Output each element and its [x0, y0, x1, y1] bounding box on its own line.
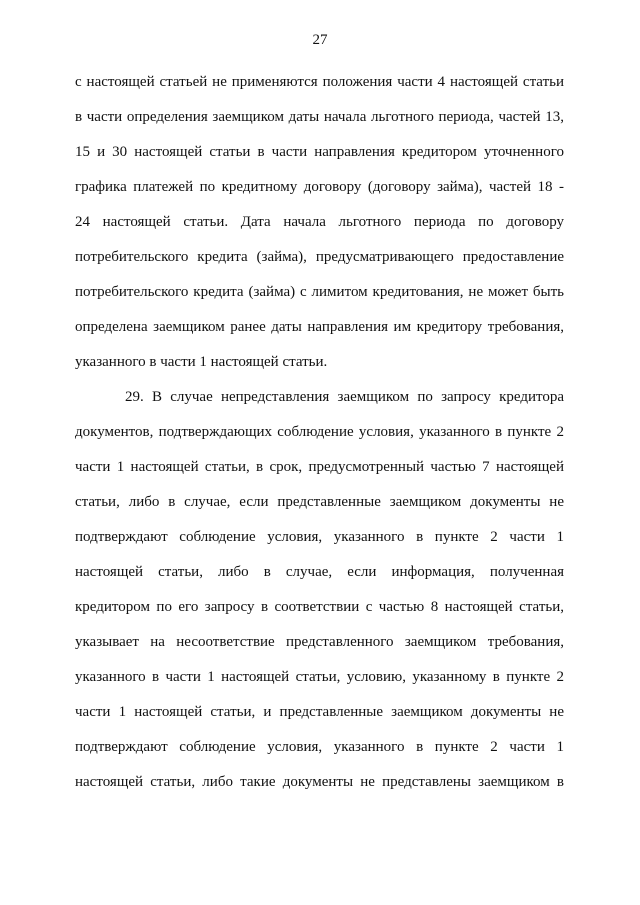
text-line: 24 настоящей статьи. Дата начала льготного периода по договору [75, 214, 564, 230]
text-line: указанного в части 1 настоящей статьи. [75, 354, 328, 370]
text-line: части 1 настоящей статьи, и представленные заемщиком документы не [75, 704, 564, 720]
text-line: подтверждают соблюдение условия, указанного в пункте 2 части 1 [75, 529, 564, 545]
text-line: с настоящей статьей не применяются положения части 4 настоящей статьи [75, 74, 564, 90]
text-line: 15 и 30 настоящей статьи в части направления кредитором уточненного [75, 144, 564, 160]
text-line: в части определения заемщиком даты начала льготного периода, частей 13, [75, 109, 564, 125]
text-line: кредитором по его запросу в соответствии с частью 8 настоящей статьи, [75, 599, 564, 615]
text-line: указанного в части 1 настоящей статьи, условию, указанному в пункте 2 [75, 669, 564, 685]
text-line: графика платежей по кредитному договору (договору займа), частей 18 - [75, 179, 564, 195]
text-line: определена заемщиком ранее даты направления им кредитору требования, [75, 319, 564, 335]
text-line: настоящей статьи, либо такие документы не представлены заемщиком в [75, 774, 564, 790]
text-line: части 1 настоящей статьи, в срок, предусмотренный частью 7 настоящей [75, 459, 564, 475]
text-line: настоящей статьи, либо в случае, если информация, полученная [75, 564, 564, 580]
text-line: подтверждают соблюдение условия, указанного в пункте 2 части 1 [75, 739, 564, 755]
text-line: потребительского кредита (займа), предусматривающего предоставление [75, 249, 564, 265]
text-line: статьи, либо в случае, если представленные заемщиком документы не [75, 494, 564, 510]
text-line: документов, подтверждающих соблюдение условия, указанного в пункте 2 [75, 424, 564, 440]
paragraph-start-line: 29. В случае непредставления заемщиком по запросу кредитора [125, 389, 564, 405]
text-line: потребительского кредита (займа) с лимитом кредитования, не может быть [75, 284, 564, 300]
text-line: указывает на несоответствие представленного заемщиком требования, [75, 634, 564, 650]
page-number: 27 [312, 32, 328, 48]
body-text [75, 65, 564, 800]
